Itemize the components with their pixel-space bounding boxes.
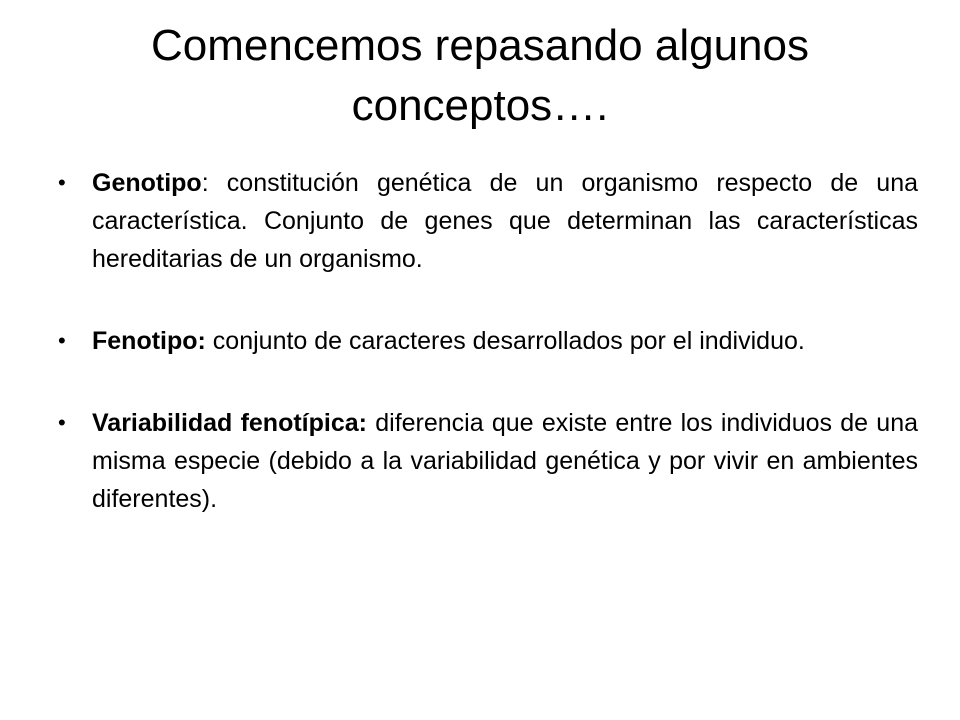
concept-term: Variabilidad fenotípica:	[92, 409, 367, 437]
concept-item-fenotipo	[58, 322, 918, 360]
slide-title: Comencemos repasando algunos conceptos….	[151, 21, 809, 130]
concept-item-variabilidad	[58, 404, 918, 518]
concept-term: Fenotipo:	[92, 327, 206, 355]
concept-item-genotipo	[58, 164, 918, 278]
bullet-icon: •	[58, 328, 66, 353]
concept-definition: : constitución genética de un organismo respecto de una característica. Conjunto de genes que determinan las características hereditarias de un organismo.	[92, 169, 918, 273]
concept-definition: diferencia que existe entre los individuos de una misma especie (debido a la variabilidad genética y por vivir en ambientes diferentes).	[92, 409, 919, 513]
concept-term: Genotipo	[92, 169, 202, 197]
concept-list	[58, 164, 918, 518]
bullet-icon: •	[58, 410, 66, 435]
bullet-icon: •	[58, 170, 66, 195]
concept-definition: conjunto de caracteres desarrollados por el individuo.	[205, 327, 805, 355]
